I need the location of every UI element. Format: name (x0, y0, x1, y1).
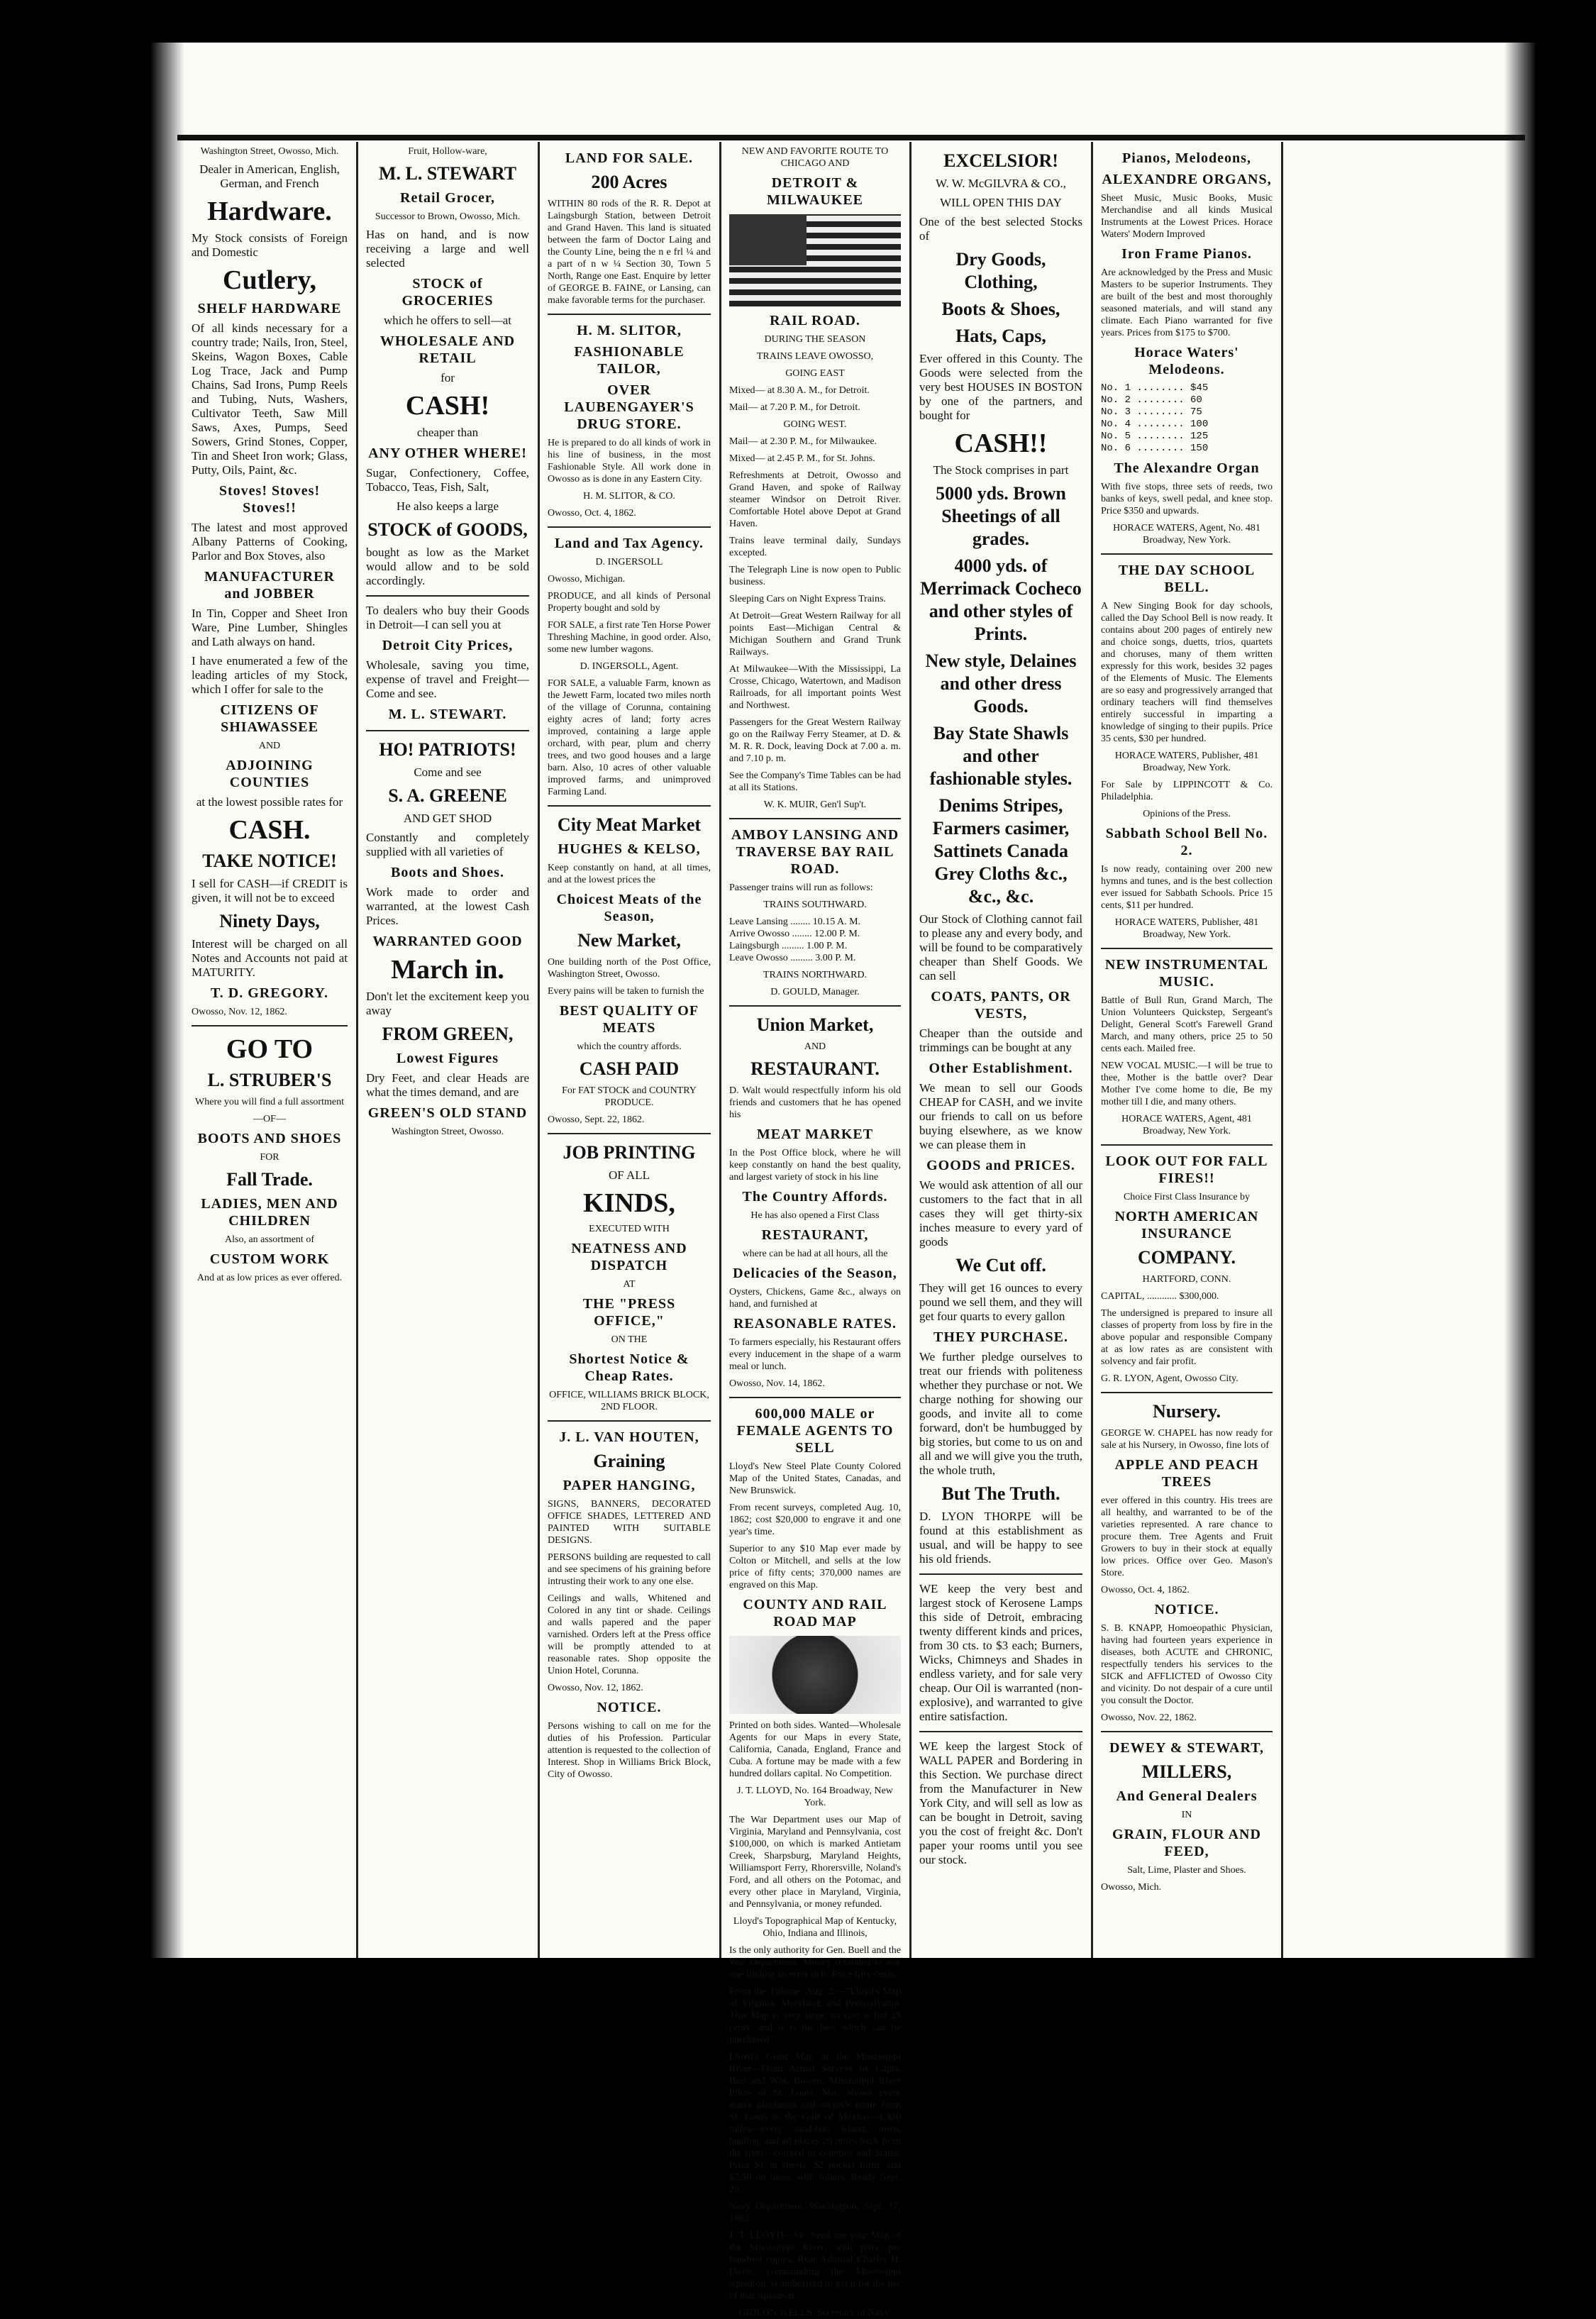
cash-paid: CASH PAID (579, 1058, 680, 1079)
notice-desc: Persons wishing to call on me for the duties of his Profession. Particular attention is requested to the collection of Interest. Shop in Williams Brick Block, City of Owosso. (548, 1721, 711, 1780)
vanhouten: J. L. VAN HOUTEN, (559, 1429, 699, 1445)
country-affords: The Country Affords. (742, 1189, 888, 1205)
goods-prices: GOODS and PRICES. (926, 1158, 1075, 1173)
divider (1101, 1731, 1273, 1732)
organs: ALEXANDRE ORGANS, (1102, 172, 1272, 187)
rates: at the lowest possible rates for (196, 795, 343, 809)
pains: Every pains will be taken to furnish the (548, 986, 704, 997)
thorpe: D. LYON THORPE will be found at this establishment as usual, and will be happy to see his old friends. (919, 1510, 1082, 1566)
divider (366, 595, 529, 597)
enum-text: I have enumerated a few of the leading articles of my Stock, which I offer for sale to the (192, 654, 348, 696)
catalogue: HORACE WATERS, Agent, No. 481 Broadway, New York. (1113, 523, 1260, 546)
welles: GIDEON WELLS, Secretary of Navy. (738, 2308, 892, 2318)
column-groceries (359, 145, 536, 1947)
column-excelsior (912, 145, 1090, 1947)
cut-off: We Cut off. (955, 1255, 1046, 1275)
chapel: GEORGE W. CHAPEL has now ready for sale at his Nursery, in Owosso, fine lots of (1101, 1428, 1273, 1451)
company: COMPANY. (1138, 1247, 1236, 1268)
capital: CAPITAL, ............ $300,000. (1101, 1291, 1219, 1302)
cutlery-heading: Cutlery, (223, 265, 316, 295)
coats: COATS, PANTS, OR VESTS, (931, 989, 1071, 1022)
merrimack: 4000 yds. of Merrimack Cocheco and other styles of Prints. (920, 555, 1082, 644)
cheaper: cheaper than (416, 426, 479, 439)
boots-shoes: Boots & Shoes, (941, 299, 1060, 319)
dewey: DEWEY & STEWART, (1109, 1740, 1265, 1756)
dm-railroad: DETROIT & MILWAUKEE (766, 175, 864, 208)
slitor-name: H. M. SLITOR, (577, 323, 682, 338)
column-land (541, 145, 718, 1947)
one-of: One of the best selected Stocks of (919, 215, 1082, 243)
iron-desc: Are acknowledged by the Press and Music Masters to be superior Instruments. They are built of the best and most thoroughly seasoned materials, and will stand any climate. Each Piano warranted for five years. Prices from $175 to $700. (1101, 267, 1273, 338)
county-map: COUNTY AND RAIL ROAD MAP (743, 1597, 887, 1629)
land-title: LAND FOR SALE. (565, 150, 694, 166)
low-text: And at as low prices as ever offered. (196, 1273, 343, 1283)
nai: NORTH AMERICAN INSURANCE (1114, 1209, 1259, 1241)
executed: EXECUTED WITH (589, 1224, 670, 1234)
greene-heading: S. A. GREENE (388, 785, 507, 806)
meat-desc: In the Post Office block, where he will keep constantly on hand the best quality, and largest variety of stock in his line (729, 1148, 901, 1183)
shop-text: AND GET SHOD (403, 812, 492, 825)
west-2: Mixed— at 2.45 P. M., for St. Johns. (729, 453, 875, 464)
scan-edge (1504, 43, 1553, 1958)
truth: But The Truth. (941, 1483, 1060, 1504)
flour: GRAIN, FLOUR AND FEED, (1112, 1827, 1261, 1859)
slitor-date: Owosso, Oct. 4, 1862. (548, 508, 636, 519)
trains: Passenger trains will run as follows: (729, 882, 873, 893)
going-east: GOING EAST (785, 368, 845, 379)
union-market: Union Market, (756, 1014, 874, 1035)
dealers: To dealers who buy their Goods in Detroit—I can sell you at (366, 604, 529, 631)
custom-work: CUSTOM WORK (209, 1251, 330, 1267)
neatness: NEATNESS AND DISPATCH (571, 1241, 687, 1273)
grocer: Retail Grocer, (400, 190, 495, 206)
street: Washington Street, Owosso, Mich. (200, 146, 339, 157)
produce: PRODUCE, and all kinds of Personal Property bought and sold by (548, 591, 711, 614)
forsale: FOR SALE, a first rate Ten Horse Power Threshing Machine, in good order. Also, some new lumber wagons. (548, 620, 711, 655)
lyon: G. R. LYON, Agent, Owosso City. (1101, 1373, 1238, 1384)
column-rule (1091, 142, 1093, 1958)
gregory-date: Owosso, Nov. 12, 1862. (192, 1007, 287, 1017)
adjoining: ADJOINING COUNTIES (226, 758, 314, 790)
ninety-days: Ninety Days, (219, 911, 320, 931)
divider (548, 1133, 711, 1134)
fall-trade: Fall Trade. (226, 1169, 313, 1190)
hughes: HUGHES & KELSO, (558, 841, 701, 857)
vh-date: Owosso, Nov. 12, 1862. (548, 1683, 643, 1693)
wholesale-text: Wholesale, saving you time, expense of travel and Freight—Come and see. (366, 658, 529, 700)
lloyd-map: Lloyd's New Steel Plate County Colored Map of the United States, Canadas, and New Brunswick. (729, 1461, 901, 1496)
slitor-desc: He is prepared to do all kinds of work in his line of business, in the most Fashionable Style. All work done in Owosso as is done in any Eastern City. (548, 438, 711, 485)
ounces: They will get 16 ounces to every pound we sell them, and they will get four quarts to every gallon (919, 1281, 1082, 1323)
map-illustration (729, 1636, 901, 1714)
cap-desc: The undersigned is prepared to insure all classes of property from loss by fire in the above popular and responsible Company at as low rates as are consistent with solvency and fair profit. (1101, 1308, 1273, 1367)
vocal: NEW VOCAL MUSIC.—I will be true to thee, Mother is the battle over? Dear Mother I've come home to die, Be my mother till I die, and many others. (1101, 1061, 1273, 1107)
column-rule (1281, 142, 1283, 1958)
farm: FOR SALE, a valuable Farm, known as the Jewett Farm, located two miles north of the village of Corunna, containing eighty acres of land; forty acres improved, containing a large apple orchard, with pear, plum and cherry trees, and two good houses and a large barn. Also, 10 acres of other valuable improved farms, and unimproved Farming Land. (548, 678, 711, 797)
notice: NOTICE. (1154, 1602, 1219, 1617)
shawls: Bay State Shawls and other fashionable styles. (929, 723, 1073, 789)
persons: PERSONS building are requested to call and see specimens of his graining before intrusting their work to any one else. (548, 1552, 711, 1587)
bell-desc: A New Singing Book for day schools, called the Day School Bell is now ready. It contains about 200 pages of entirely new and choice songs, duetts, trios, quartets and choruses, many of them written expressly for this work, besides 32 pages of the Elements of Music. The Elements are so easy and progressively arranged that ordinary teachers will find themselves entirely successful in imparting a knowledge of singing to their pupils. Price 35 cents, $30 per hundred. (1101, 601, 1273, 744)
divider (729, 1397, 901, 1398)
melodeons: Horace Waters' Melodeons. (1134, 345, 1239, 377)
war: The War Department uses our Map of Virginia, Maryland and Pennsylvania, cost $100,000, on which is marked Antietam Creek, Sharpsburg, Maryland Heights, Williamsport Ferry, Rhorersville, Noland's Ford, and all others on the Potomac, and every other place in Maryland, Virginia, and Pennsylvania, or money refunded. (729, 1815, 901, 1910)
fat-stock: For FAT STOCK and COUNTRY PRODUCE. (562, 1085, 697, 1108)
instrumental: NEW INSTRUMENTAL MUSIC. (1104, 957, 1269, 990)
southward: TRAINS SOUTHWARD. (763, 900, 867, 910)
divider (919, 1573, 1082, 1575)
and: AND (804, 1041, 826, 1052)
muir: W. K. MUIR, Gen'l Sup't. (763, 799, 867, 810)
day-school-bell: THE DAY SCHOOL BELL. (1118, 563, 1256, 595)
passengers: Passengers for the Great Western Railway go on the Railway Ferry Steamer, at D. & M. R. R. Dock, leaving Dock at 7.00 a. m. and 7.10 p. m. (729, 717, 901, 764)
signs: SIGNS, BANNERS, DECORATED OFFICE SHADES, LETTERED AND PAINTED WITH SUITABLE DESIGNS. (548, 1499, 711, 1546)
publisher-2: HORACE WATERS, Publisher, 481 Broadway, New York. (1114, 917, 1259, 940)
stewart-name: M. L. STEWART (378, 163, 517, 184)
also-text: Also, an assortment of (225, 1234, 314, 1245)
masthead-rule (177, 135, 1525, 140)
cash-heading: CASH! (405, 391, 490, 421)
divider (548, 805, 711, 807)
tribune: From the Tribune, Aug. 2.—"Lloyd's Map of Virginia, Maryland, and Pennsylvania. This Map is very large; its cost is but 25 cents, and it is the best which can be purchased." (729, 1986, 901, 2045)
hardware-heading: Hardware. (207, 197, 332, 226)
boots-heading: BOOTS AND SHOES (197, 1131, 342, 1146)
goods-heading: STOCK of GOODS, (367, 519, 528, 540)
oysters: Oysters, Chickens, Game &c., always on hand, and furnished at (729, 1287, 901, 1310)
dry-goods: Dry Goods, Clothing, (955, 249, 1046, 292)
tailor: FASHIONABLE TAILOR, (574, 344, 685, 377)
owosso-mich: Owosso, Michigan. (548, 574, 626, 585)
over-drug: OVER LAUBENGAYER'S DRUG STORE. (564, 382, 694, 432)
agents: 600,000 MALE or FEMALE AGENTS TO SELL (736, 1406, 894, 1456)
hand-text: Has on hand, and is now receiving a large and well selected (366, 228, 529, 270)
column-rule (909, 142, 911, 1958)
nursery: Nursery. (1152, 1401, 1221, 1422)
pianos: Pianos, Melodeons, (1122, 150, 1251, 166)
take-notice: TAKE NOTICE! (202, 851, 337, 871)
column-railroad (722, 145, 908, 2318)
on-the: ON THE (611, 1334, 648, 1345)
divider (1101, 1144, 1273, 1146)
ceilings: Ceilings and walls, Whitened and Colored in any tint or shade. Ceilings and walls papered and the paper varnished. Orders left at the Press office will be promptly attended to at reasonable rates. Shop opposite the Union Hotel, Corunna. (548, 1593, 711, 1676)
apple-desc: ever offered in this country. His trees are all healthy, and warranted to be of the varieties represented. A rare chance to procure them. Tree Agents and Fruit Growers to buy in their stock at equally low prices. Office over Geo. Mason's Store. (1101, 1495, 1273, 1578)
any-other: ANY OTHER WHERE! (368, 445, 527, 461)
excelsior: EXCELSIOR! (943, 150, 1058, 171)
shelf-heading: SHELF HARDWARE (197, 301, 342, 316)
patriots-heading: HO! PATRIOTS! (379, 739, 516, 760)
stoves-heading: Stoves! Stoves! Stoves!! (218, 483, 321, 516)
graining: Graining (593, 1451, 665, 1471)
union-desc: D. Walt would respectfully inform his old friends and customers that he has opened his (729, 1085, 901, 1120)
items: Sugar, Confectionery, Coffee, Tobacco, Teas, Fish, Salt, (366, 466, 529, 494)
stewart-signature: M. L. STEWART. (388, 707, 507, 722)
sabbath: Sabbath School Bell No. 2. (1105, 826, 1268, 858)
divider (548, 526, 711, 528)
detroit-conn: At Detroit—Great Western Railway for all points East—Michigan Central & Michigan Southern and Grand Trunk Railways. (729, 611, 901, 658)
paper-hanging: PAPER HANGING, (563, 1478, 696, 1493)
groceries-heading: STOCK of GROCERIES (401, 276, 494, 309)
interest-text: Interest will be charged on all Notes and Accounts not paid at MATURITY. (192, 937, 348, 979)
east-2: Mail— at 7.20 P. M., for Detroit. (729, 402, 860, 413)
column-hardware (184, 145, 355, 1947)
addr: Successor to Brown, Owosso, Mich. (375, 211, 521, 222)
at: AT (623, 1279, 636, 1290)
divider (192, 1025, 348, 1026)
delicacies: Delicacies of the Season, (733, 1266, 897, 1281)
divider (548, 314, 711, 315)
instr-desc: Battle of Bull Run, Grand March, The Union Volunteers Quickstep, Sergeant's Delight, General Scott's Farewell Grand March, and many others, price 25 to 50 cents each. Mailed free. (1101, 995, 1273, 1054)
ingersoll: D. INGERSOLL (595, 557, 663, 568)
gregory-signature: T. D. GREGORY. (210, 985, 329, 1001)
gould: D. GOULD, Manager. (770, 987, 860, 997)
citizens: CITIZENS OF SHIAWASSEE (220, 702, 319, 735)
from-green: FROM GREEN, (382, 1024, 514, 1044)
wash-text: Washington Street, Owosso. (391, 1127, 504, 1137)
detroit-prices: Detroit City Prices, (382, 638, 514, 653)
union-date: Owosso, Nov. 14, 1862. (729, 1378, 825, 1389)
fall-fires: LOOK OUT FOR FALL FIRES!! (1105, 1153, 1268, 1186)
constantly: Constantly and completely supplied with all varieties of (366, 831, 529, 858)
topo: Lloyd's Topographical Map of Kentucky, Ohio, Indiana and Illinois, (733, 1916, 897, 1939)
hartford: HARTFORD, CONN. (1142, 1274, 1231, 1285)
pledge: We further pledge ourselves to treat our friends with politeness whether they purchase or not. We charge nothing for showing our goods, and invite all to come forward, don't be humbugged by big stories, but come to us on and all and we will give you the truth, the whole truth, (919, 1350, 1082, 1477)
ladies: LADIES, MEN AND CHILDREN (201, 1196, 338, 1229)
divider (366, 730, 529, 731)
press-office: THE "PRESS OFFICE," (582, 1296, 676, 1329)
delaines: New style, Delaines and other dress Goods. (925, 651, 1077, 716)
attention: We would ask attention of all our customers to the fact that in all cases they will get thirty-six inches measure to every yard of goods (919, 1178, 1082, 1249)
shortest-notice: Shortest Notice & Cheap Rates. (569, 1351, 689, 1384)
printed: Printed on both sides. Wanted—Wholesale Agents for our Maps in every State, California, Canada, England, France and Cuba. A fortune may be made with a few hundred dollars capital. No Competition. (729, 1720, 901, 1779)
music-text: Sheet Music, Music Books, Music Merchandise and all kinds Musical Instruments at the Lowest Prices. Horace Waters' Modern Improved (1101, 193, 1273, 240)
divider (1101, 553, 1273, 555)
river: Lloyd's Great Map of the Mississippi River—From Actual Surveys by Capts. Bart and Wm. Bowen, Mississippi River Pilots of St. Louis, Mo., shows every man's plantation and owner's name from St. Louis to the Gulf of Mexico—1,350 miles—every sand-bar, island, town, landing, and all places 20 miles back from the river—colored in counties and States. Price $1 in sheets. $2 pocket form, and $2.50 on linen, with rollers. Ready Sept. 20. (729, 2052, 901, 2195)
lloyd-2: J. T. LLOYD—Sir: Send me your Map of the Mississippi River, with price per hundred copies. Rear Admiral Charles H. Davis, commanding the Mississippi squadron, is authorized to get it for the use of that squadron. (729, 2230, 901, 2301)
purchase: THEY PURCHASE. (933, 1329, 1068, 1345)
iron-frame: Iron Frame Pianos. (1121, 246, 1252, 262)
divider (1101, 948, 1273, 949)
superior: Superior to any $10 Map ever made by Colton or Mitchell, and sells at the low price of fifty cents; 370,000 names are engraved on this Map. (729, 1544, 901, 1590)
offer-text: which he offers to sell—at (383, 314, 512, 327)
also: He has also opened a First Class (750, 1210, 880, 1221)
in: IN (1181, 1810, 1192, 1820)
agent: D. INGERSOLL, Agent. (580, 661, 679, 672)
dealer: Dealer in American, English, German, and French (199, 162, 340, 190)
telegraph: The Telegraph Line is now open to Public business. (729, 565, 901, 587)
reasonable: REASONABLE RATES. (733, 1316, 897, 1332)
divider (919, 1731, 1082, 1732)
cost: From recent surveys, completed Aug. 10, 1862; cost $20,000 to engrave it and one year's time. (729, 1502, 901, 1537)
job-printing: JOB PRINTING (563, 1142, 696, 1163)
come-text: Come and see (414, 765, 482, 779)
waters: HORACE WATERS, Agent, 481 Broadway, New York. (1121, 1114, 1252, 1136)
during: DURING THE SEASON (764, 334, 866, 345)
excite-text: Don't let the excitement keep you away (366, 990, 529, 1017)
trains-owosso: TRAINS LEAVE OWOSSO, (756, 351, 874, 362)
of-text: —OF— (253, 1114, 286, 1124)
nursery-date: Owosso, Oct. 4, 1862. (1101, 1585, 1190, 1595)
flag-illustration (729, 214, 901, 306)
lamps: WE keep the very best and largest stock of Kerosene Lamps this side of Detroit, embracing twenty different kinds and prices, from 30 cts. to $3 each; Burners, Wicks, Chimneys and Shades in endless variety, and for sale very cheap. Our Oil is warranted (non-explosive), and warranted to give entire satisfaction. (919, 1582, 1082, 1723)
denims: Denims Stripes, Farmers casimer, Sattinets Canada Grey Cloths &c., &c., &c. (932, 795, 1070, 907)
going-west: GOING WEST. (783, 419, 847, 430)
keeps: He also keeps a large (396, 499, 499, 513)
refresh: Refreshments at Detroit, Owosso and Grand Haven, and spoke of Railway steamer Windsor on Detroit River. Comfortable Hotel above Depot at Grand Haven. (729, 470, 901, 529)
milw-conn: At Milwaukee—With the Mississippi, La Crosse, Chicago, Watertown, and Madison Railroads, for all important points West and Northwest. (729, 664, 901, 711)
lowest-figures: Lowest Figures (396, 1051, 499, 1066)
bought: bought as low as the Market would allow and to be sold accordingly. (366, 546, 529, 587)
kinds: KINDS, (583, 1188, 675, 1218)
and: AND (258, 741, 281, 751)
west-1: Mail— at 2.30 P. M., for Milwaukee. (729, 436, 877, 447)
tin-text: In Tin, Copper and Sheet Iron Ware, Pine Lumber, Shingles and Lath always on hand. (192, 607, 348, 648)
restaurant: RESTAURANT. (750, 1058, 880, 1079)
general: And General Dealers (1116, 1788, 1258, 1804)
column-rule (538, 142, 540, 1958)
work-text: Work made to order and warranted, at the lowest Cash Prices. (366, 885, 529, 927)
lippincott: For Sale by LIPPINCOTT & Co. Philadelphia. (1101, 780, 1273, 802)
east-1: Mixed— at 8.30 A. M., for Detroit. (729, 385, 870, 396)
northward: TRAINS NORTHWARD. (763, 970, 868, 980)
notice: NOTICE. (597, 1700, 662, 1715)
country: which the country affords. (577, 1041, 682, 1052)
apple-trees: APPLE AND PEACH TREES (1114, 1457, 1259, 1490)
meat-date: Owosso, Sept. 22, 1862. (548, 1114, 645, 1125)
choicest: Choicest Meats of the Season, (556, 892, 702, 924)
warranted: WARRANTED GOOD (372, 934, 523, 949)
meat-market: City Meat Market (557, 814, 702, 835)
comprises: The Stock comprises in part (933, 463, 1069, 477)
knapp: S. B. KNAPP, Homoeopathic Physician, having had fourteen years experience in diseases, both ACUTE and CHRONIC, respectfully tenders his services to the SICK and AFFLICTED of Owosso City and vicinity. Do not despair of a cure until you consult the Doctor. (1101, 1623, 1273, 1706)
yds-brown: 5000 yds. Brown Sheetings of all grades. (936, 483, 1066, 549)
newspaper-page (142, 43, 1553, 2318)
goto-heading: GO TO (226, 1034, 314, 1064)
railroad: RAIL ROAD. (770, 313, 860, 328)
rest-desc: where can be had at all hours, all the (742, 1249, 888, 1259)
navy: Navy Department, Washington, Sept. 17, 1862. (729, 2201, 901, 2224)
for-text: for (440, 371, 455, 384)
restaurant-2: RESTAURANT, (761, 1227, 869, 1243)
knapp-date: Owosso, Nov. 22, 1862. (1101, 1712, 1197, 1723)
cash-heading: CASH. (228, 815, 311, 845)
dry-text: Dry Feet, and clear Heads are what the times demand, and are (366, 1071, 529, 1099)
march-heading: March in. (391, 955, 504, 985)
millers: MILLERS, (1141, 1761, 1232, 1782)
ever: Ever offered in this County. The Goods were selected from the very best HOUSES IN BOSTON by one of the partners, and bought for (919, 352, 1082, 422)
best-quality: BEST QUALITY OF MEATS (559, 1003, 699, 1036)
opinions: Opinions of the Press. (1143, 809, 1231, 819)
clothing: Our Stock of Clothing cannot fail to please any and every body, and will be found to be comparatively cheaper than Shelf Goods. We can sell (919, 912, 1082, 983)
meat-market: MEAT MARKET (756, 1127, 874, 1142)
struber-heading: L. STRUBER'S (207, 1070, 332, 1090)
hats-caps: Hats, Caps, (955, 326, 1046, 346)
wallpaper: WE keep the largest Stock of WALL PAPER and Bordering in this Section. We purchase direct from the Manufacturer in New York City, and will sell as low as can be bought in Detroit, saving you the cost of freight &c. Don't paper your rooms until you see our stock. (919, 1739, 1082, 1866)
sleeping: Sleeping Cars on Night Express Trains. (729, 594, 886, 604)
top-text: Fruit, Hollow-ware, (408, 146, 487, 157)
divider (548, 1420, 711, 1422)
farmers: To farmers especially, his Restaurant offers every inducement in the shape of a warm meal or lunch. (729, 1337, 901, 1372)
boots-shoes: Boots and Shoes. (391, 865, 504, 880)
mean: We mean to sell our Goods CHEAP for CASH, and we invite our friends to call on us before buying elsewhere, as we know we can please them in (919, 1081, 1082, 1151)
time-tables: See the Company's Time Tables can be had at all its Stations. (729, 770, 901, 793)
publisher: HORACE WATERS, Publisher, 481 Broadway, New York. (1114, 751, 1259, 773)
column-rule (356, 142, 358, 1958)
cheaper: Cheaper than the outside and trimmings can be bought at any (919, 1026, 1082, 1054)
alexandre: The Alexandre Organ (1114, 460, 1260, 476)
other-est: Other Establishment. (929, 1061, 1073, 1076)
topo-desc: Is the only authority for Gen. Buell and the War Department. Money refunded to any one finding an error in it. Price fifty cents. (729, 1945, 901, 1980)
open: WILL OPEN THIS DAY (940, 196, 1062, 209)
acres: 200 Acres (591, 172, 667, 192)
office: OFFICE, WILLIAMS BRICK BLOCK, 2ND FLOOR. (549, 1390, 709, 1412)
miller-date: Owosso, Mich. (1101, 1882, 1162, 1893)
cash: CASH!! (954, 428, 1048, 458)
for-text: FOR (260, 1152, 279, 1163)
timetable: Leave Lansing ........ 10.15 A. M. Arrive Owosso ........ 12.00 P. M. Laingsburgh ......... 1.00 P. M. Leave Owosso ......... 3.00 P. M. (729, 917, 861, 963)
hardware-desc: Of all kinds necessary for a country trade; Nails, Iron, Steel, Skeins, Wagon Boxes, Cable Log Trace, Jack and Pump Chains, Sad Irons, Pump Reels and Tubing, Nuts, Washers, Cultivator Teeth, Saw Mill Saws, Axes, Pumps, Seed Sowers, Grind Stones, Copper, Tin and Sheet Iron work; Glass, Putty, Oils, Paint, &c. (192, 321, 348, 477)
column-music (1094, 145, 1280, 1947)
divider (729, 818, 901, 819)
land-desc: WITHIN 80 rods of the R. R. Depot at Laingsburgh Station, between Detroit and Grand Haven. This land is situated between the farm of Doctor Laing and the County Line, being the n e frl ¼ and a part of n w ¼ Section 30, Town 5 North, Range one East. Enquire by letter of GEORGE B. FAINE, or Lansing, can make favorable terms for the purchaser. (548, 199, 711, 306)
stock-text: My Stock consists of Foreign and Domestic (192, 231, 348, 259)
new-market: New Market, (577, 930, 681, 951)
land-agency: Land and Tax Agency. (554, 536, 704, 551)
manufacturer: MANUFACTURER and JOBBER (204, 569, 335, 602)
column-rule (719, 142, 721, 1958)
firm: W. W. McGILVRA & CO., (936, 177, 1066, 190)
divider (1101, 1392, 1273, 1393)
price-table: No. 1 ........ $45 No. 2 ........ 60 No. 3 ........ 75 No. 4 ........ 100 No. 5 ........ 125 No. 6 ........ 150 (1101, 382, 1209, 454)
slitor-sig: H. M. SLITOR, & CO. (583, 491, 675, 502)
building: One building north of the Post Office, Washington Street, Owosso. (548, 957, 711, 980)
divider (729, 1005, 901, 1007)
lloyd-sig: J. T. LLOYD, No. 164 Broadway, New York. (737, 1786, 893, 1808)
alex-desc: With five stops, three sets of reeds, two banks of keys, swell pedal, and knee stop. Price $350 and upwards. (1101, 482, 1273, 516)
amboy: AMBOY LANSING AND TRAVERSE BAY RAIL ROAD. (731, 827, 899, 877)
stoves-desc: The latest and most approved Albany Patterns of Cooking, Parlor and Box Stoves, also (192, 521, 348, 563)
where-text: Where you will find a full assortment (195, 1097, 344, 1107)
of-all: OF ALL (608, 1168, 650, 1182)
old-stand: GREEN'S OLD STAND (367, 1105, 528, 1121)
sundays: Trains leave terminal daily, Sundays excepted. (729, 536, 901, 558)
wholesale: WHOLESALE AND RETAIL (379, 333, 516, 366)
route: NEW AND FAVORITE ROUTE TO CHICAGO AND (741, 146, 889, 169)
choice: Choice First Class Insurance by (1123, 1192, 1251, 1202)
sabbath-desc: Is now ready, containing over 200 new hymns and tunes, and is the best collection ever issued for Sabbath Schools. Price 15 cents, $11 per hundred. (1101, 864, 1273, 911)
times: Keep constantly on hand, at all times, and at the lowest prices the (548, 863, 711, 885)
salt: Salt, Lime, Plaster and Shoes. (1127, 1865, 1246, 1876)
sell-text: I sell for CASH—if CREDIT is given, it will not be to exceed (192, 877, 348, 904)
